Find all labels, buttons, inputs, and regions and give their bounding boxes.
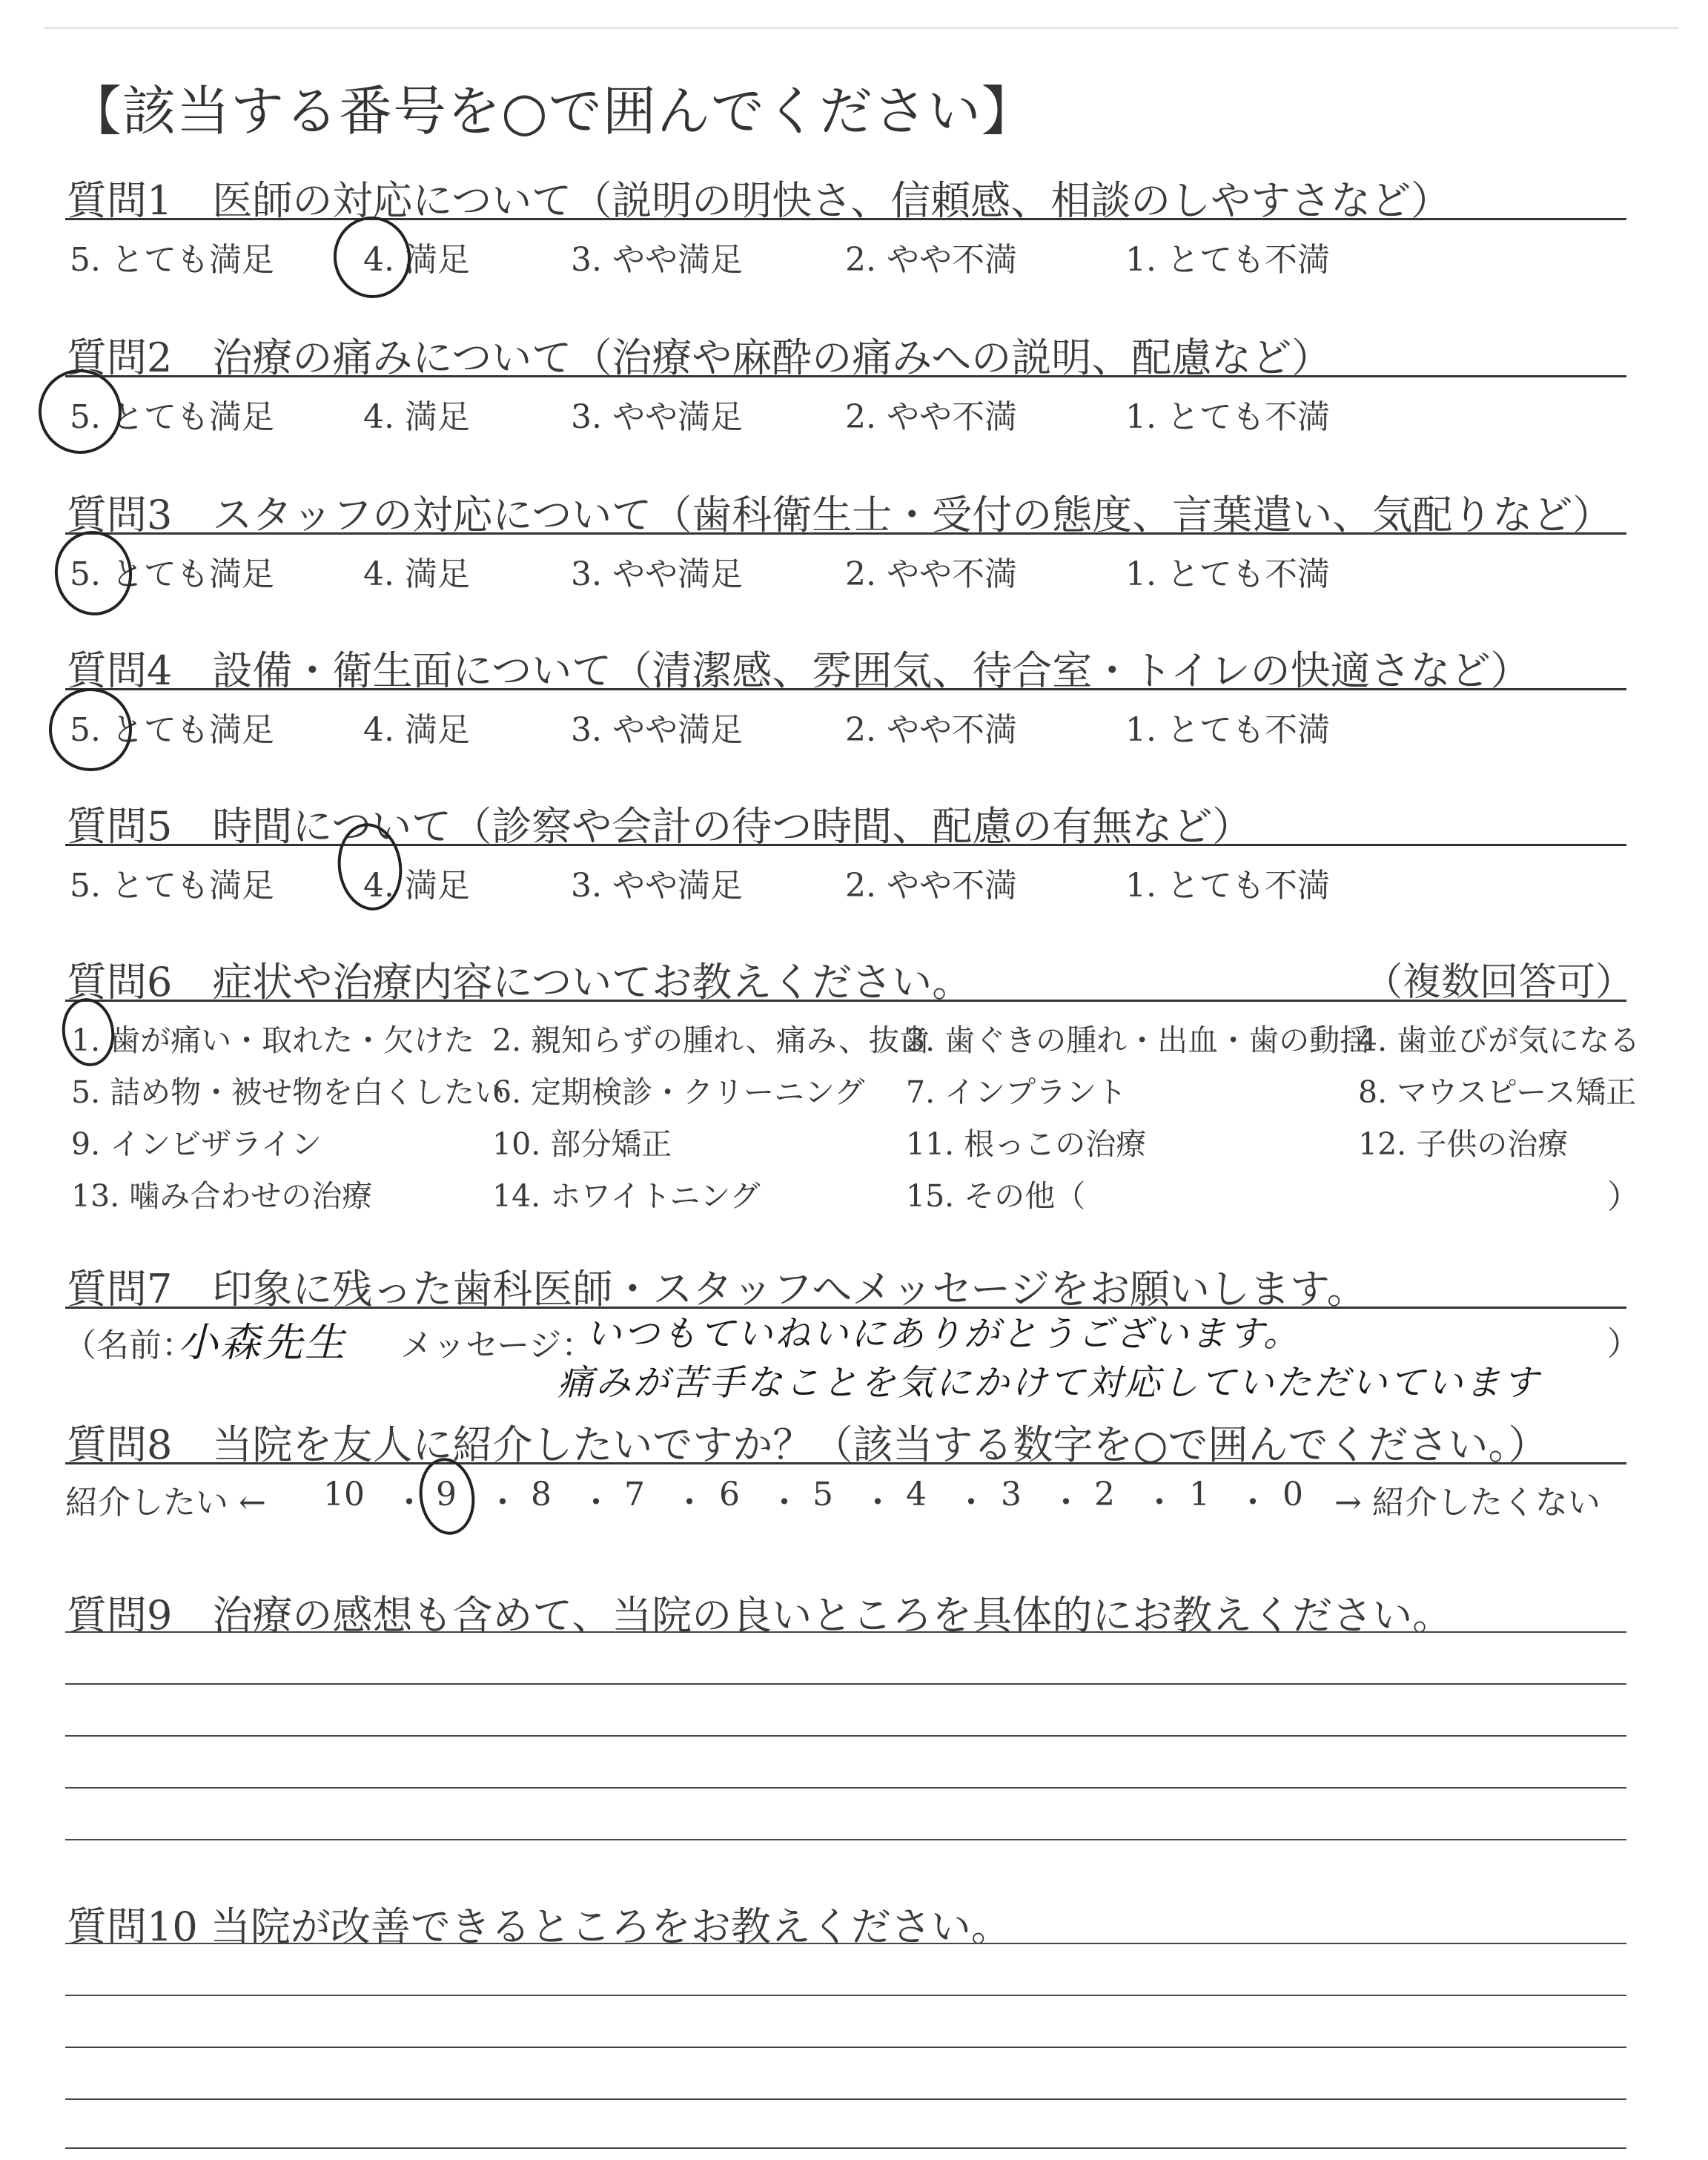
- q2-option-5[interactable]: 5. とても満足: [70, 398, 274, 436]
- q8-scale-2[interactable]: 2: [1094, 1476, 1115, 1513]
- q7-message-label: メッセージ：: [400, 1327, 595, 1364]
- q5-option-5[interactable]: 5. とても満足: [70, 867, 274, 905]
- q9-answer-line[interactable]: [65, 1839, 1626, 1840]
- question-1-title: 質問1 医師の対応について（説明の明快さ、信頼感、相談のしやすさなど）: [67, 177, 1452, 224]
- q6-other-close-paren: ）: [1607, 1178, 1640, 1216]
- q3-option-3[interactable]: 3. やや満足: [571, 555, 743, 593]
- question-6-title: 質問6 症状や治療内容についてお教えください。: [67, 959, 973, 1005]
- q6-item-4[interactable]: 4. 歯並びが気になる: [1358, 1023, 1641, 1058]
- q2-option-4[interactable]: 4. 満足: [363, 398, 470, 436]
- q9-answer-line[interactable]: [65, 1683, 1626, 1685]
- q8-scale-sep: ・: [768, 1484, 801, 1522]
- question-5-rule: [65, 844, 1626, 846]
- q5-option-2[interactable]: 2. やや不満: [845, 867, 1017, 905]
- question-3-rule: [65, 532, 1626, 535]
- q6-item-6[interactable]: 6. 定期検診・クリーニング: [492, 1074, 865, 1110]
- question-1-rule: [65, 218, 1626, 220]
- q6-item-12[interactable]: 12. 子供の治療: [1358, 1126, 1569, 1162]
- q6-multiple-answers-note: （複数回答可）: [1364, 960, 1635, 1005]
- question-3-title: 質問3 スタッフの対応について（歯科衛生士・受付の態度、言葉遣い、気配りなど）: [67, 492, 1613, 538]
- q2-option-3[interactable]: 3. やや満足: [571, 398, 743, 436]
- q7-close-paren: ）: [1607, 1325, 1640, 1363]
- q9-answer-line[interactable]: [65, 1631, 1626, 1633]
- q4-option-4[interactable]: 4. 満足: [363, 711, 470, 749]
- q6-item-14[interactable]: 14. ホワイトニング: [492, 1178, 761, 1214]
- question-7-title: 質問7 印象に残った歯科医師・スタッフへメッセージをお願いします。: [67, 1266, 1367, 1312]
- q10-answer-line[interactable]: [65, 2047, 1626, 2048]
- q6-item-13[interactable]: 13. 噛み合わせの治療: [71, 1178, 373, 1214]
- question-10-title: 質問10 当院が改善できるところをお教えください。: [67, 1903, 1011, 1950]
- q8-scale-sep: ・: [861, 1484, 894, 1522]
- q6-item-5[interactable]: 5. 詰め物・被せ物を白くしたい: [71, 1074, 506, 1110]
- q6-item-15[interactable]: 15. その他（: [906, 1178, 1086, 1214]
- question-2-rule: [65, 375, 1626, 377]
- q8-right-label: → 紹介したくない: [1334, 1484, 1601, 1522]
- q3-option-2[interactable]: 2. やや不満: [845, 555, 1017, 593]
- q8-scale-1[interactable]: 1: [1189, 1476, 1210, 1513]
- top-border: [44, 27, 1678, 29]
- q7-name-handwritten: 小森先生: [178, 1319, 347, 1366]
- q3-option-4[interactable]: 4. 満足: [363, 555, 470, 593]
- q6-item-11[interactable]: 11. 根っこの治療: [906, 1126, 1147, 1162]
- q1-option-3[interactable]: 3. やや満足: [571, 241, 743, 279]
- q8-scale-4[interactable]: 4: [906, 1476, 927, 1513]
- q6-item-1[interactable]: 1. 歯が痛い・取れた・欠けた: [71, 1023, 475, 1058]
- q8-scale-8[interactable]: 8: [531, 1476, 552, 1513]
- q8-scale-3[interactable]: 3: [1001, 1476, 1022, 1513]
- q6-item-3[interactable]: 3. 歯ぐきの腫れ・出血・歯の動揺: [906, 1023, 1371, 1058]
- question-5-title: 質問5 時間について（診察や会計の待つ時間、配慮の有無など）: [67, 803, 1253, 850]
- q7-name-label: （名前：: [64, 1327, 194, 1364]
- q8-scale-9[interactable]: 9: [436, 1476, 457, 1513]
- q4-option-5[interactable]: 5. とても満足: [70, 711, 274, 749]
- question-6-rule: [65, 1000, 1626, 1002]
- q10-answer-line[interactable]: [65, 1995, 1626, 1996]
- q8-scale-sep: ・: [1050, 1484, 1082, 1522]
- q8-scale-sep: ・: [393, 1484, 426, 1522]
- q5-option-4[interactable]: 4. 満足: [363, 867, 470, 905]
- q2-option-1[interactable]: 1. とても不満: [1125, 398, 1330, 436]
- q4-option-1[interactable]: 1. とても不満: [1125, 711, 1330, 749]
- q8-scale-sep: ・: [580, 1484, 612, 1522]
- question-9-title: 質問9 治療の感想も含めて、当院の良いところを具体的にお教えください。: [67, 1592, 1453, 1639]
- q1-option-2[interactable]: 2. やや不満: [845, 241, 1017, 279]
- q8-scale-sep: ・: [955, 1484, 987, 1522]
- q4-option-2[interactable]: 2. やや不満: [845, 711, 1017, 749]
- q6-item-9[interactable]: 9. インビザライン: [71, 1126, 322, 1162]
- q8-left-label: 紹介したい ←: [65, 1484, 266, 1522]
- q1-option-4[interactable]: 4. 満足: [363, 241, 470, 279]
- q9-answer-line[interactable]: [65, 1787, 1626, 1789]
- q7-message-line-2: 痛みが苦手なことを気にかけて対応していただいています: [557, 1362, 1541, 1404]
- q4-selection-circle: [44, 683, 137, 776]
- q5-option-3[interactable]: 3. やや満足: [571, 867, 743, 905]
- q2-option-2[interactable]: 2. やや不満: [845, 398, 1017, 436]
- question-8-rule: [65, 1462, 1626, 1464]
- q6-item-8[interactable]: 8. マウスピース矯正: [1358, 1074, 1637, 1110]
- q8-scale-0[interactable]: 0: [1282, 1476, 1303, 1513]
- q10-answer-line[interactable]: [65, 2098, 1626, 2100]
- q8-scale-sep: ・: [486, 1484, 519, 1522]
- q6-item-10[interactable]: 10. 部分矯正: [492, 1126, 672, 1162]
- q6-item-7[interactable]: 7. インプラント: [906, 1074, 1128, 1110]
- q6-item-2[interactable]: 2. 親知らずの腫れ、痛み、抜歯: [492, 1023, 930, 1058]
- q8-scale-6[interactable]: 6: [719, 1476, 740, 1513]
- q8-scale-5[interactable]: 5: [812, 1476, 833, 1513]
- q10-answer-line[interactable]: [65, 1943, 1626, 1944]
- q9-answer-line[interactable]: [65, 1735, 1626, 1737]
- q3-option-1[interactable]: 1. とても不満: [1125, 555, 1330, 593]
- q7-message-line-1: いつもていねいにありがとうございます。: [586, 1313, 1302, 1355]
- q3-option-5[interactable]: 5. とても満足: [70, 555, 274, 593]
- q1-option-5[interactable]: 5. とても満足: [70, 241, 274, 279]
- q5-option-1[interactable]: 1. とても不満: [1125, 867, 1330, 905]
- question-4-title: 質問4 設備・衛生面について（清潔感、雰囲気、待合室・トイレの快適さなど）: [67, 647, 1531, 694]
- question-4-rule: [65, 688, 1626, 690]
- question-2-title: 質問2 治療の痛みについて（治療や麻酔の痛みへの説明、配慮など）: [67, 334, 1332, 381]
- q10-answer-line[interactable]: [65, 2147, 1626, 2149]
- q8-scale-sep: ・: [1237, 1484, 1269, 1522]
- question-8-title: 質問8 当院を友人に紹介したいですか？（該当する数字を○で囲んでください。）: [67, 1421, 1549, 1468]
- q8-scale-10[interactable]: 10: [323, 1476, 365, 1513]
- q8-scale-sep: ・: [1143, 1484, 1176, 1522]
- q1-option-1[interactable]: 1. とても不満: [1125, 241, 1330, 279]
- q4-option-3[interactable]: 3. やや満足: [571, 711, 743, 749]
- q8-scale-sep: ・: [673, 1484, 706, 1522]
- q8-scale-7[interactable]: 7: [624, 1476, 645, 1513]
- form-instruction-header: 【該当する番号を○で囲んでください】: [68, 80, 1036, 142]
